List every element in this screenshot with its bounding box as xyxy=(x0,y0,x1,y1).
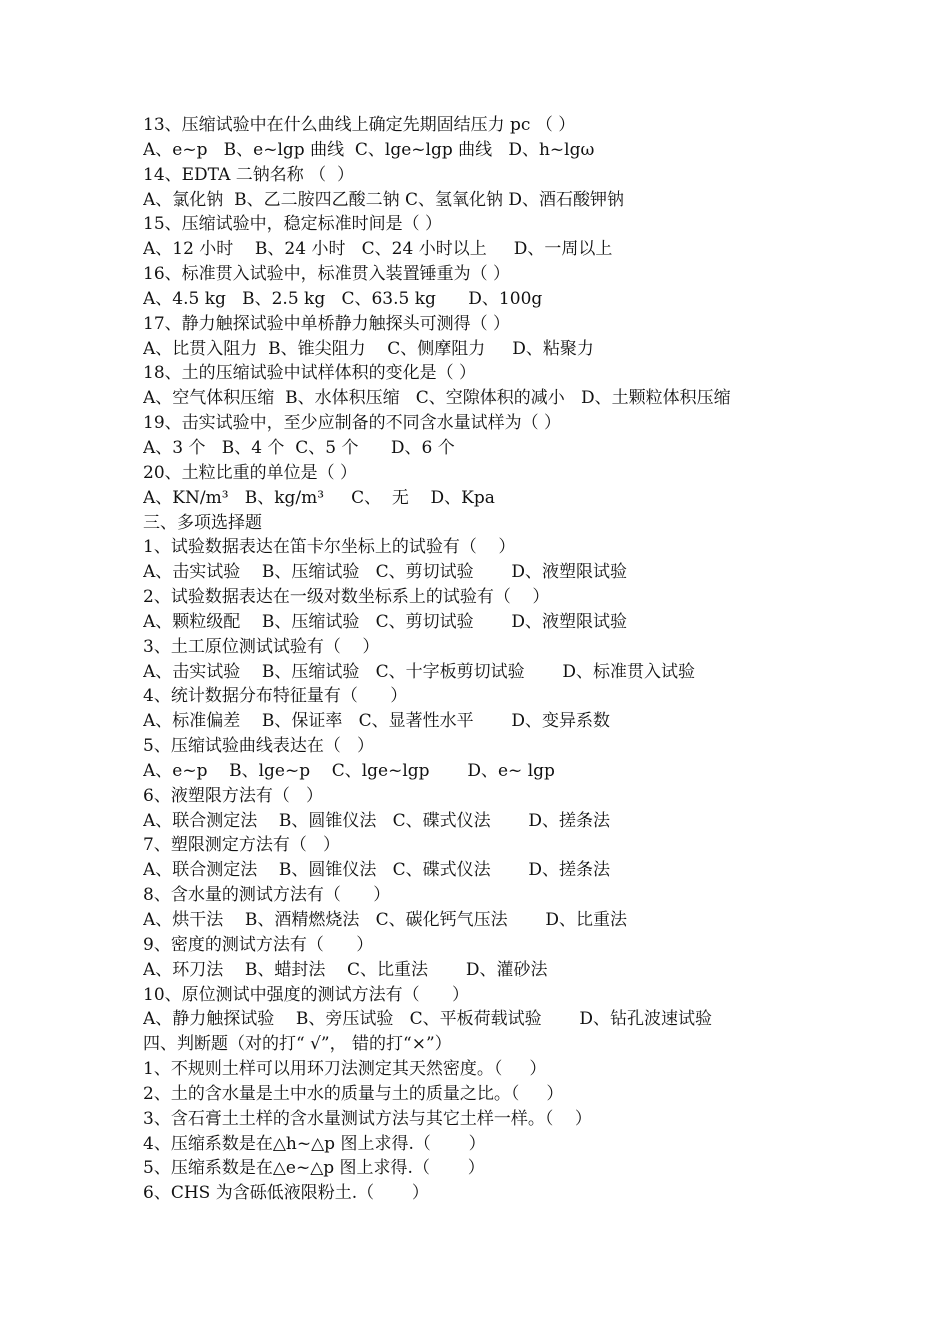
mc-options-8: A、烘干法 B、酒精燃烧法 C、碳化钙气压法 D、比重法 xyxy=(143,910,628,930)
mc-options-2: A、颗粒级配 B、压缩试验 C、剪切试验 D、液塑限试验 xyxy=(143,611,628,632)
mc-options-1: A、击实试验 B、压缩试验 C、剪切试验 D、液塑限试验 xyxy=(143,562,628,583)
mc-question-9: 9、密度的测试方法有（ ） xyxy=(143,934,374,955)
question-16: 16、标准贯入试验中，标准贯入装置锤重为（ ） xyxy=(143,264,511,285)
mc-options-9: A、环刀法 B、蜡封法 C、比重法 D、灌砂法 xyxy=(143,959,548,980)
tf-question-1: 1、不规则土样可以用环刀法测定其天然密度。（ ） xyxy=(143,1059,547,1080)
mc-question-1: 1、试验数据表达在笛卡尔坐标上的试验有（ ） xyxy=(143,537,516,558)
question-14: 14、EDTA 二钠名称 （ ） xyxy=(143,164,354,185)
exam-document xyxy=(143,113,843,1206)
mc-options-5: A、e~p B、lge~p C、lge~lgp D、e~ lgp xyxy=(143,760,555,781)
tf-question-4: 4、压缩系数是在△h~△p 图上求得.（ ） xyxy=(143,1133,486,1154)
question-17: 17、静力触探试验中单桥静力触探头可测得（ ） xyxy=(143,313,511,334)
mc-question-4: 4、统计数据分布特征量有（ ） xyxy=(143,686,408,707)
section-heading-multiple-choice: 三、多项选择题 xyxy=(143,512,262,533)
mc-question-8: 8、含水量的测试方法有（ ） xyxy=(143,885,391,906)
question-20: 20、土粒比重的单位是（ ） xyxy=(143,462,358,483)
mc-question-5: 5、压缩试验曲线表达在（ ） xyxy=(143,736,375,757)
mc-options-10: A、静力触探试验 B、旁压试验 C、平板荷载试验 D、钻孔波速试验 xyxy=(143,1009,713,1030)
options-20: A、KN/m³ B、kg/m³ C、 无 D、Kpa xyxy=(143,487,495,508)
question-13: 13、压缩试验中在什么曲线上确定先期固结压力 pc （ ） xyxy=(143,115,576,135)
mc-options-6: A、联合测定法 B、圆锥仪法 C、碟式仪法 D、搓条法 xyxy=(143,810,611,831)
mc-options-7: A、联合测定法 B、圆锥仪法 C、碟式仪法 D、搓条法 xyxy=(143,860,611,881)
tf-question-3: 3、含石膏土土样的含水量测试方法与其它土样一样。（ ） xyxy=(143,1108,592,1129)
options-15: A、12 小时 B、24 小时 C、24 小时以上 D、一周以上 xyxy=(143,239,613,260)
section-heading-true-false: 四、判断题（对的打“ √”， 错的打“×”） xyxy=(143,1034,452,1055)
options-13: A、e~p B、e~lgp 曲线 C、lge~lgp 曲线 D、h~lgω xyxy=(143,139,595,160)
options-16: A、4.5 kg B、2.5 kg C、63.5 kg D、100g xyxy=(143,288,543,309)
question-19: 19、击实试验中，至少应制备的不同含水量试样为（ ） xyxy=(143,413,562,434)
tf-question-6: 6、CHS 为含砾低液限粉土.（ ） xyxy=(143,1183,429,1204)
options-18: A、空气体积压缩 B、水体积压缩 C、空隙体积的减小 D、土颗粒体积压缩 xyxy=(143,388,731,409)
question-15: 15、压缩试验中，稳定标准时间是（ ） xyxy=(143,214,443,235)
mc-options-4: A、标准偏差 B、保证率 C、显著性水平 D、变异系数 xyxy=(143,711,611,732)
mc-options-3: A、击实试验 B、压缩试验 C、十字板剪切试验 D、标准贯入试验 xyxy=(143,661,696,682)
mc-question-6: 6、液塑限方法有（ ） xyxy=(143,785,324,806)
mc-question-3: 3、土工原位测试试验有（ ） xyxy=(143,636,380,657)
mc-question-2: 2、试验数据表达在一级对数坐标系上的试验有（ ） xyxy=(143,587,550,608)
options-19: A、3 个 B、4 个 C、5 个 D、6 个 xyxy=(143,437,455,458)
options-17: A、比贯入阻力 B、锥尖阻力 C、侧摩阻力 D、粘聚力 xyxy=(143,338,594,359)
tf-question-5: 5、压缩系数是在△e~△p 图上求得.（ ） xyxy=(143,1158,485,1179)
mc-question-7: 7、塑限测定方法有（ ） xyxy=(143,835,341,856)
question-18: 18、土的压缩试验中试样体积的变化是（ ） xyxy=(143,363,477,384)
mc-question-10: 10、原位测试中强度的测试方法有（ ） xyxy=(143,984,470,1005)
tf-question-2: 2、土的含水量是土中水的质量与土的质量之比。（ ） xyxy=(143,1083,564,1104)
options-14: A、氯化钠 B、乙二胺四乙酸二钠 C、氢氧化钠 D、酒石酸钾钠 xyxy=(143,189,625,210)
